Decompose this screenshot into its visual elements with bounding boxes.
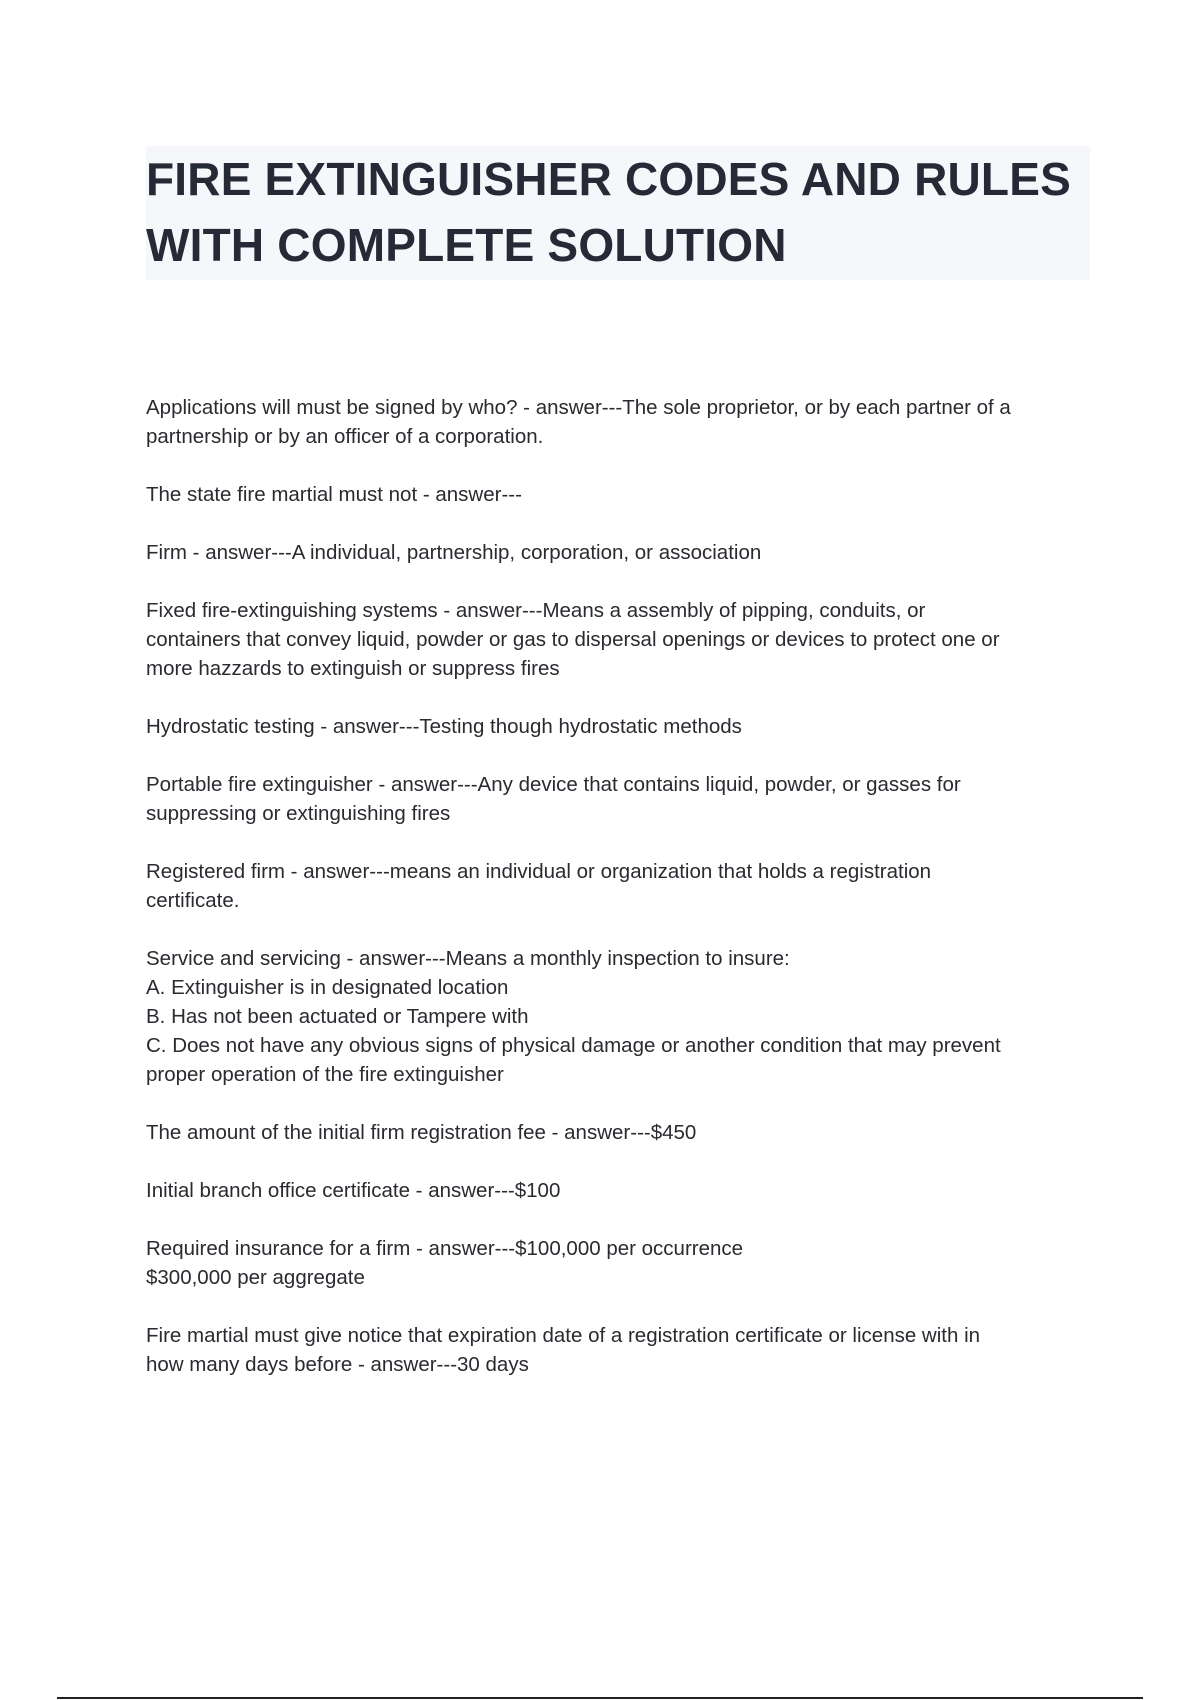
qa-entry-line: B. Has not been actuated or Tampere with (146, 1005, 529, 1028)
qa-entry (146, 596, 1090, 683)
qa-entry-line: The state fire martial must not - answer--- (146, 483, 522, 506)
qa-entry-line: Initial branch office certificate - answer---$100 (146, 1179, 561, 1202)
qa-entry-line: Fixed fire-extinguishing systems - answer---Means a assembly of pipping, conduits, or (146, 599, 926, 622)
qa-entry-line: The amount of the initial firm registration fee - answer---$450 (146, 1121, 697, 1144)
qa-entry (146, 1321, 1090, 1379)
qa-entry-line: Required insurance for a firm - answer---$100,000 per occurrence (146, 1237, 744, 1260)
qa-entry-line: Fire martial must give notice that expiration date of a registration certificate or license with in (146, 1324, 981, 1347)
qa-entry-line: proper operation of the fire extinguisher (146, 1063, 504, 1086)
qa-entry-line: $300,000 per aggregate (146, 1266, 365, 1289)
qa-entry-line: Firm - answer---A individual, partnership, corporation, or association (146, 541, 762, 564)
qa-entry-line: certificate. (146, 889, 240, 912)
title-banner (146, 146, 1090, 280)
page-title-line-1: FIRE EXTINGUISHER CODES AND RULES (146, 153, 1071, 205)
qa-entry-line: Service and servicing - answer---Means a monthly inspection to insure: (146, 947, 790, 970)
qa-entry (146, 1234, 1090, 1292)
qa-entry-line: Hydrostatic testing - answer---Testing though hydrostatic methods (146, 715, 742, 738)
qa-entry (146, 1118, 1090, 1147)
qa-entry-line: A. Extinguisher is in designated location (146, 976, 509, 999)
qa-entry-line: C. Does not have any obvious signs of physical damage or another condition that may prevent (146, 1034, 1001, 1057)
qa-entry (146, 857, 1090, 915)
qa-entry-line: more hazzards to extinguish or suppress fires (146, 657, 560, 680)
qa-entry-line: Registered firm - answer---means an individual or organization that holds a registration (146, 860, 932, 883)
qa-entry-line: suppressing or extinguishing fires (146, 802, 451, 825)
qa-entry (146, 393, 1090, 451)
qa-entry (146, 538, 1090, 567)
qa-entry-line: how many days before - answer---30 days (146, 1353, 529, 1376)
qa-entry-line: partnership or by an officer of a corporation. (146, 425, 544, 448)
qa-entry-line: Applications will must be signed by who? - answer---The sole proprietor, or by each partner of a (146, 396, 1011, 419)
qa-entry (146, 480, 1090, 509)
qa-entry-line: containers that convey liquid, powder or gas to dispersal openings or devices to protect one or (146, 628, 1000, 651)
qa-list (146, 393, 1090, 1408)
qa-entry (146, 712, 1090, 741)
page-title-line-2: WITH COMPLETE SOLUTION (146, 219, 787, 271)
qa-entry (146, 944, 1090, 1089)
footer-divider (57, 1697, 1143, 1699)
qa-entry-line: Portable fire extinguisher - answer---Any device that contains liquid, powder, or gasses for (146, 773, 961, 796)
qa-entry (146, 1176, 1090, 1205)
qa-entry (146, 770, 1090, 828)
